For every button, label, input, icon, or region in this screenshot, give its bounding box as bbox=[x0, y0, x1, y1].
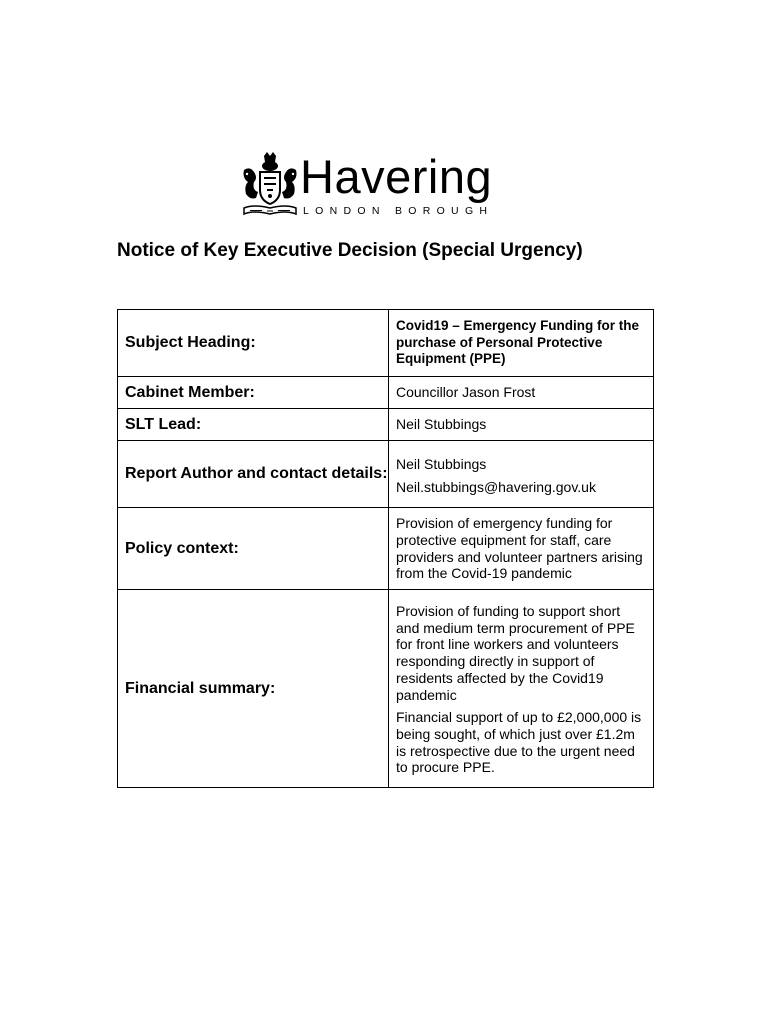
havering-logo bbox=[240, 152, 530, 220]
table-row bbox=[118, 590, 654, 788]
logo-subtitle: LONDON BOROUGH bbox=[303, 205, 494, 217]
report-author-email: Neil.stubbings@havering.gov.uk bbox=[396, 478, 596, 495]
decision-details-table bbox=[117, 309, 654, 788]
logo-wordmark: Havering bbox=[300, 150, 493, 203]
cabinet-member-value: Councillor Jason Frost bbox=[389, 377, 654, 409]
coat-of-arms-icon bbox=[240, 152, 300, 218]
financial-summary-paragraph-1: Provision of funding to support short and medium term procurement of PPE for front line workers and volunteers responding directly in support of residents affected by the Covid19 pandemic bbox=[396, 602, 635, 703]
subject-heading-label: Subject Heading: bbox=[118, 310, 389, 377]
table-row bbox=[118, 310, 654, 377]
report-author-name: Neil Stubbings bbox=[396, 455, 487, 472]
policy-context-value: Provision of emergency funding for protective equipment for staff, care providers and volunteer partners arising from the Covid-19 pandemic bbox=[389, 508, 654, 590]
slt-lead-label: SLT Lead: bbox=[118, 409, 389, 441]
cabinet-member-label: Cabinet Member: bbox=[118, 377, 389, 409]
report-author-label: Report Author and contact details: bbox=[118, 441, 389, 508]
policy-context-label: Policy context: bbox=[118, 508, 389, 590]
table-row bbox=[118, 441, 654, 508]
table-row bbox=[118, 377, 654, 409]
slt-lead-value: Neil Stubbings bbox=[389, 409, 654, 441]
report-author-value bbox=[389, 441, 654, 508]
financial-summary-value bbox=[389, 590, 654, 788]
page-title: Notice of Key Executive Decision (Special Urgency) bbox=[117, 240, 583, 261]
table-row bbox=[118, 409, 654, 441]
table-row bbox=[118, 508, 654, 590]
financial-summary-label: Financial summary: bbox=[118, 590, 389, 788]
subject-heading-value: Covid19 – Emergency Funding for the purchase of Personal Protective Equipment (PPE) bbox=[389, 310, 654, 377]
financial-summary-paragraph-2: Financial support of up to £2,000,000 is being sought, of which just over £1.2m is retrospective due to the urgent need to procure PPE. bbox=[396, 709, 642, 776]
